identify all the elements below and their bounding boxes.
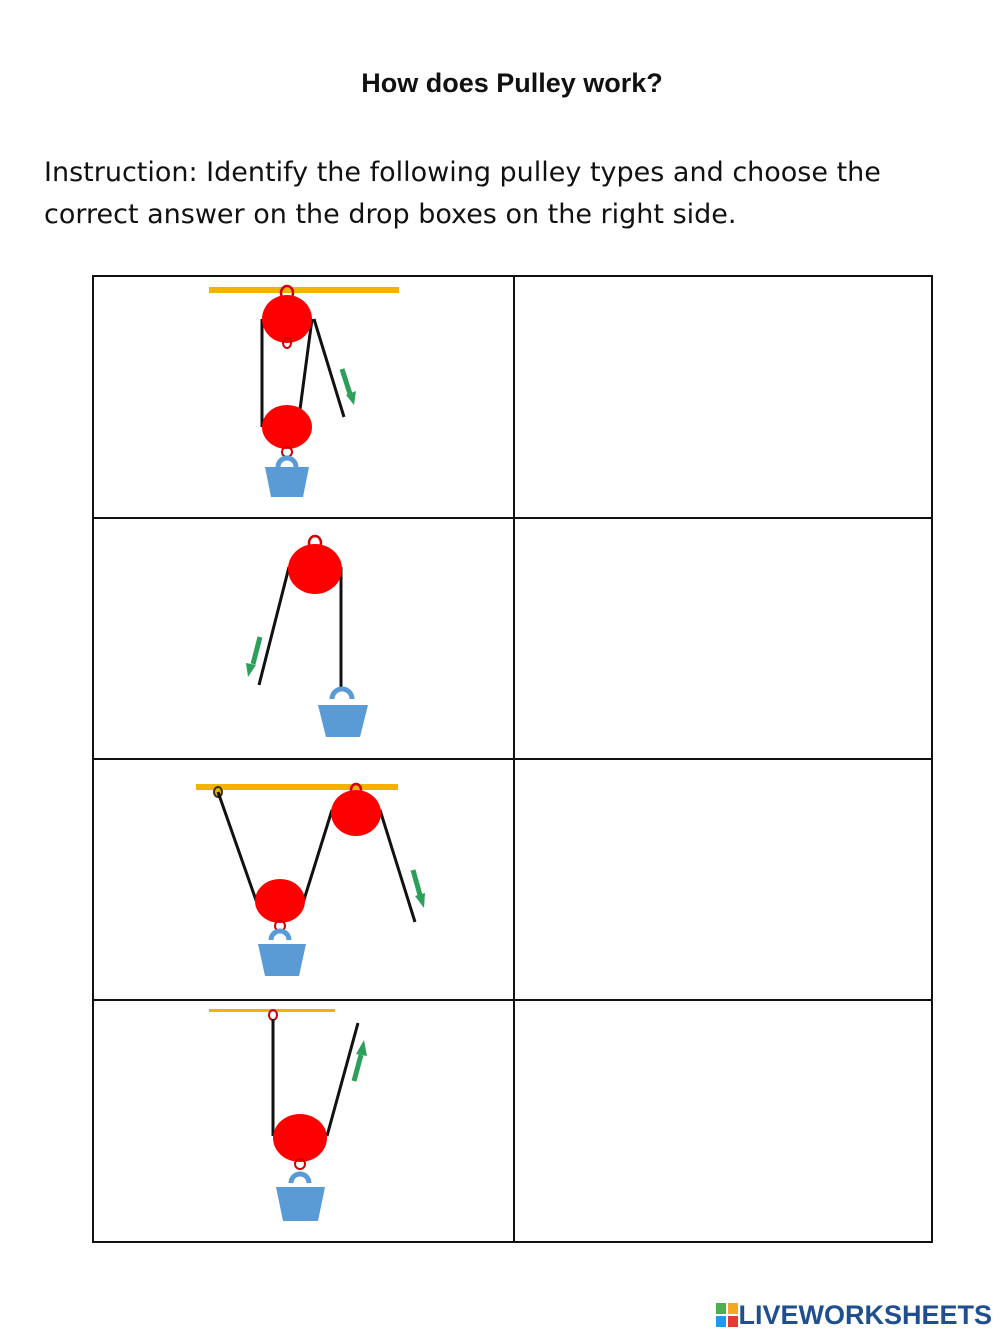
arrow-up-icon	[354, 1055, 361, 1081]
answer-dropbox[interactable]	[514, 518, 932, 759]
figure-cell-3	[93, 759, 514, 1000]
pulley-table	[92, 275, 933, 1243]
arrow-head	[246, 663, 256, 677]
arrow-head	[356, 1040, 367, 1056]
rope	[218, 792, 257, 903]
table-row	[93, 759, 932, 1000]
answer-dropbox[interactable]	[514, 759, 932, 1000]
bucket-handle	[332, 689, 352, 699]
bucket	[265, 467, 309, 497]
arrow-down-icon	[342, 369, 350, 394]
rope	[303, 810, 332, 903]
movable-pulley	[262, 405, 312, 449]
pulley-figure-block-and-tackle	[94, 277, 513, 517]
rope	[314, 319, 344, 417]
bucket	[258, 944, 306, 976]
instruction-text: Instruction: Identify the following pulley types and choose the correct answer on the drop boxes on the right side.	[44, 157, 881, 230]
rope	[380, 810, 415, 922]
answer-dropbox[interactable]	[514, 1000, 932, 1242]
bucket-handle	[291, 1174, 309, 1183]
ceiling-beam	[209, 287, 399, 293]
figure-cell-2	[93, 518, 514, 759]
fixed-pulley	[262, 295, 312, 343]
brand-name: LIVEWORKSHEETS	[738, 1299, 992, 1330]
pulley-figure-compound	[94, 760, 513, 999]
arrow-head	[415, 893, 425, 908]
table-row	[93, 518, 932, 759]
bucket	[318, 705, 368, 737]
table-row	[93, 276, 932, 518]
bucket-handle	[278, 458, 296, 467]
movable-pulley	[273, 1114, 327, 1162]
movable-pulley	[255, 879, 305, 923]
page-title: How does Pulley work?	[361, 68, 663, 98]
arrow-down-icon	[413, 870, 420, 895]
table-row	[93, 1000, 932, 1242]
fixed-pulley	[331, 790, 381, 836]
figure-cell-1	[93, 276, 514, 518]
brand-logo	[716, 1300, 992, 1330]
liveworksheets-logo-icon	[716, 1303, 738, 1327]
pulley-figure-single-fixed	[94, 519, 513, 758]
rope	[259, 567, 289, 685]
bucket	[276, 1187, 325, 1221]
figure-cell-4	[93, 1000, 514, 1242]
pulley-figure-single-movable	[94, 1001, 513, 1241]
bucket-handle	[271, 931, 289, 940]
arrow-down-icon	[253, 637, 260, 664]
ceiling-beam	[196, 784, 398, 790]
answer-dropbox[interactable]	[514, 276, 932, 518]
fixed-pulley	[288, 544, 342, 594]
